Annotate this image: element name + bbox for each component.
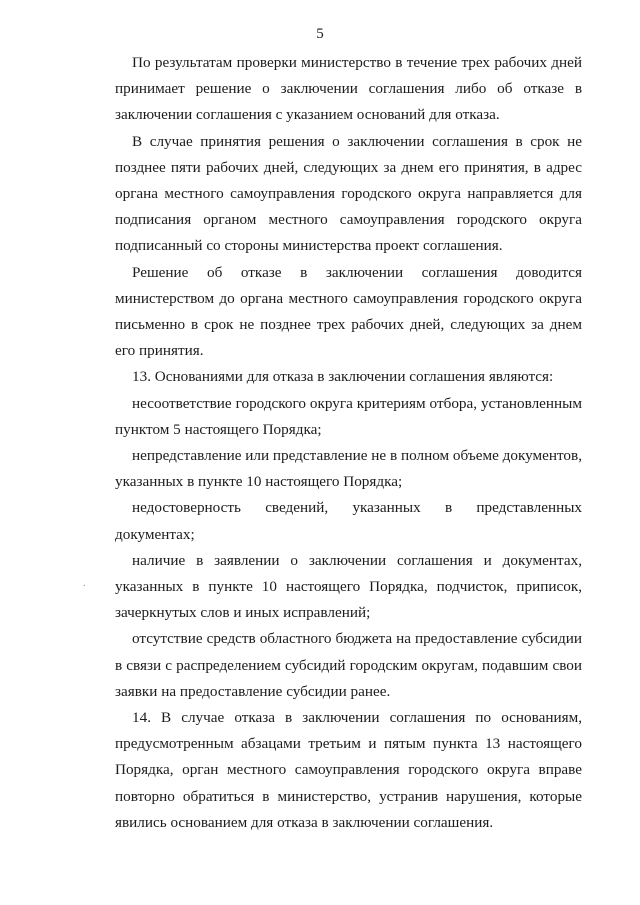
- paragraph-item-14: 14. В случае отказа в заключении соглашения по основаниям, предусмотренным абзацами третьим и пятым пункта 13 настоящего Порядка, орган местного самоуправления городского округа вправе повторно обратиться в министерство, устранив нарушения, которые явились основанием для отказа в заключении соглашения.: [115, 709, 582, 831]
- margin-mark: .: [83, 577, 86, 589]
- paragraph-refusal-ground-corrections: наличие в заявлении о заключении соглашения и документах, указанных в пункте 10 настоящего Порядка, подчисток, приписок, зачеркнутых слов и иных исправлений;: [115, 551, 582, 622]
- paragraph-decision-terms: По результатам проверки министерство в течение трех рабочих дней принимает решение о заключении соглашения либо об отказе в заключении соглашения с указанием оснований для отказа.: [115, 54, 582, 124]
- paragraph-refusal-ground-criteria: несоответствие городского округа критериям отбора, установленным пунктом 5 настоящего Порядка;: [115, 394, 582, 438]
- document-body: [115, 50, 582, 836]
- paragraph-refusal-ground-no-funds: отсутствие средств областного бюджета на предоставление субсидии в связи с распределением субсидий городским округам, подавшим свои заявки на предоставление субсидии ранее.: [115, 630, 582, 700]
- paragraph-refusal-notice: Решение об отказе в заключении соглашения доводится министерством до органа местного самоуправления городского округа письменно в срок не позднее трех рабочих дней, следующих за днем его принятия.: [115, 263, 582, 360]
- paragraph-refusal-ground-unreliable: недостоверность сведений, указанных в представленных документах;: [115, 499, 582, 543]
- page-number: 5: [316, 26, 324, 42]
- paragraph-item-13-heading: 13. Основаниями для отказа в заключении соглашения являются:: [132, 368, 554, 386]
- paragraph-refusal-ground-documents: непредставление или представление не в полном объеме документов, указанных в пункте 10 настоящего Порядка;: [115, 447, 582, 491]
- paragraph-agreement-signing: В случае принятия решения о заключении соглашения в срок не позднее пяти рабочих дней, следующих за днем его принятия, в адрес органа местного самоуправления городского округа направляется для подписания органом местного самоуправления городского округа подписанный со стороны министерства проект соглашения.: [115, 132, 582, 255]
